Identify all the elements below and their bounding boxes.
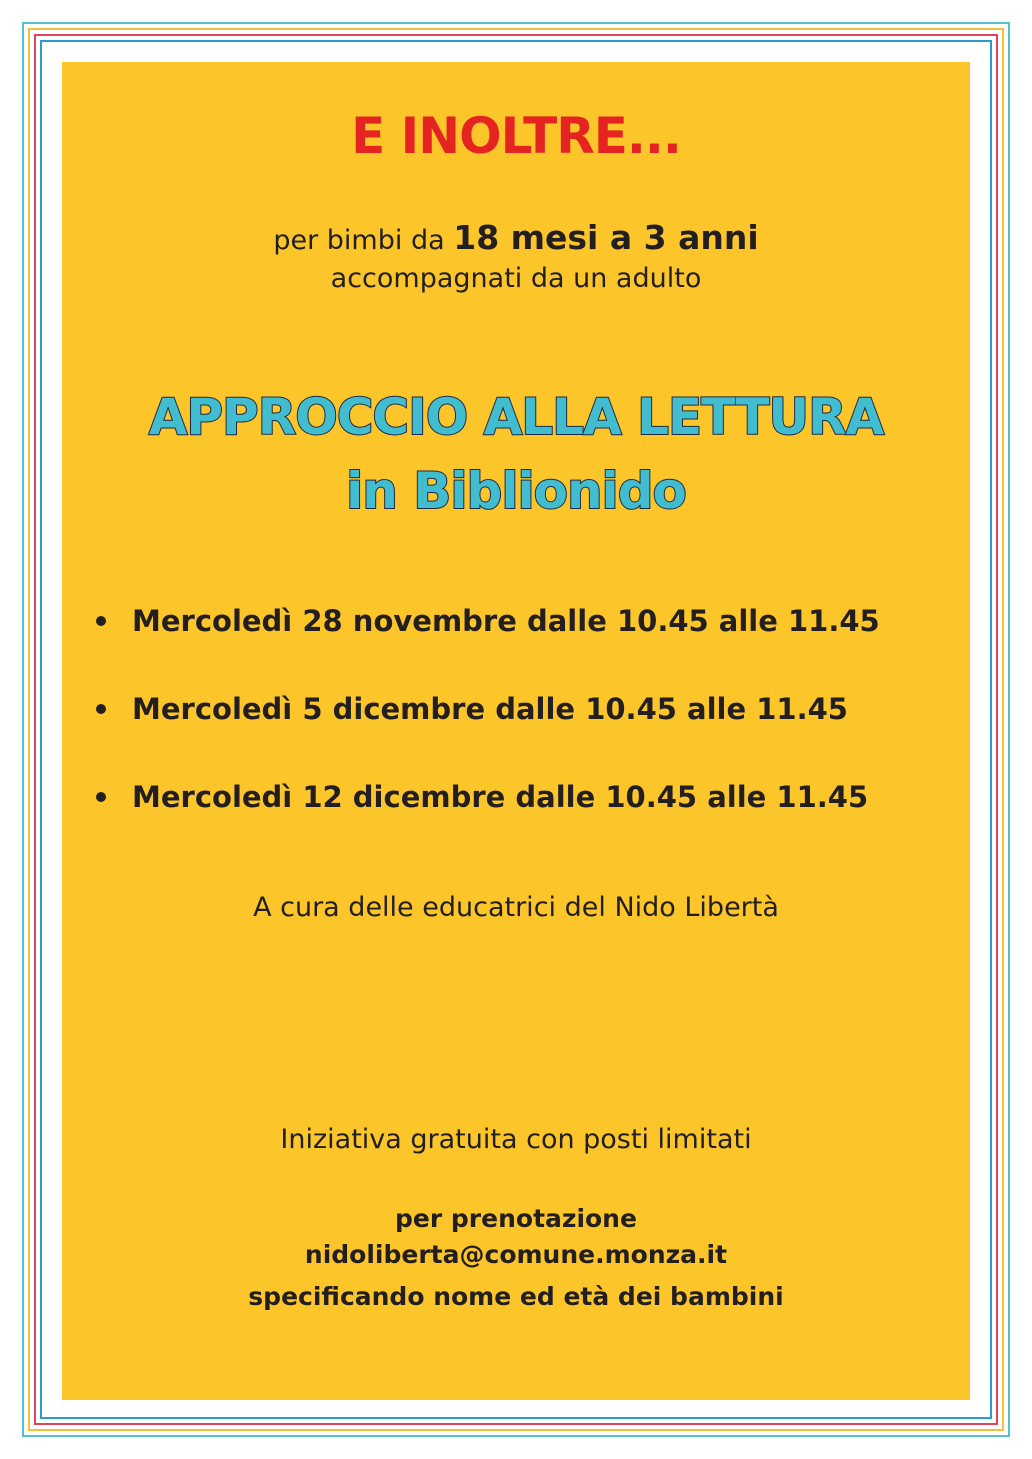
- date-item: [92, 682, 880, 770]
- date-list: [92, 594, 880, 858]
- bullet-icon: [96, 704, 106, 714]
- audience-prefix: per bimbi da: [273, 225, 454, 256]
- date-text: Mercoledì 5 dicembre dalle 10.45 alle 11.45: [132, 692, 848, 726]
- bullet-icon: [96, 792, 106, 802]
- flyer-panel: [62, 62, 970, 1400]
- audience-age: 18 mesi a 3 anni: [453, 218, 759, 257]
- date-text: Mercoledì 28 novembre dalle 10.45 alle 11.45: [132, 604, 880, 638]
- date-text: Mercoledì 12 dicembre dalle 10.45 alle 11.45: [132, 780, 869, 814]
- booking-label: per prenotazione: [395, 1204, 637, 1233]
- booking-instructions: specificando nome ed età dei bambini: [248, 1282, 784, 1311]
- headline: E INOLTRE...: [351, 107, 681, 165]
- date-item: [92, 594, 880, 682]
- event-title-line1: APPROCCIO ALLA LETTURA: [148, 388, 884, 446]
- booking-email: nidoliberta@comune.monza.it: [304, 1240, 728, 1269]
- organizer-line: A cura delle educatrici del Nido Libertà: [253, 892, 779, 923]
- bullet-icon: [96, 616, 106, 626]
- event-title-line2: in Biblionido: [346, 462, 686, 520]
- date-item: [92, 770, 880, 858]
- audience-line: [62, 218, 970, 257]
- audience-companion: accompagnati da un adulto: [330, 263, 702, 294]
- free-entry-note: Iniziativa gratuita con posti limitati: [280, 1124, 752, 1155]
